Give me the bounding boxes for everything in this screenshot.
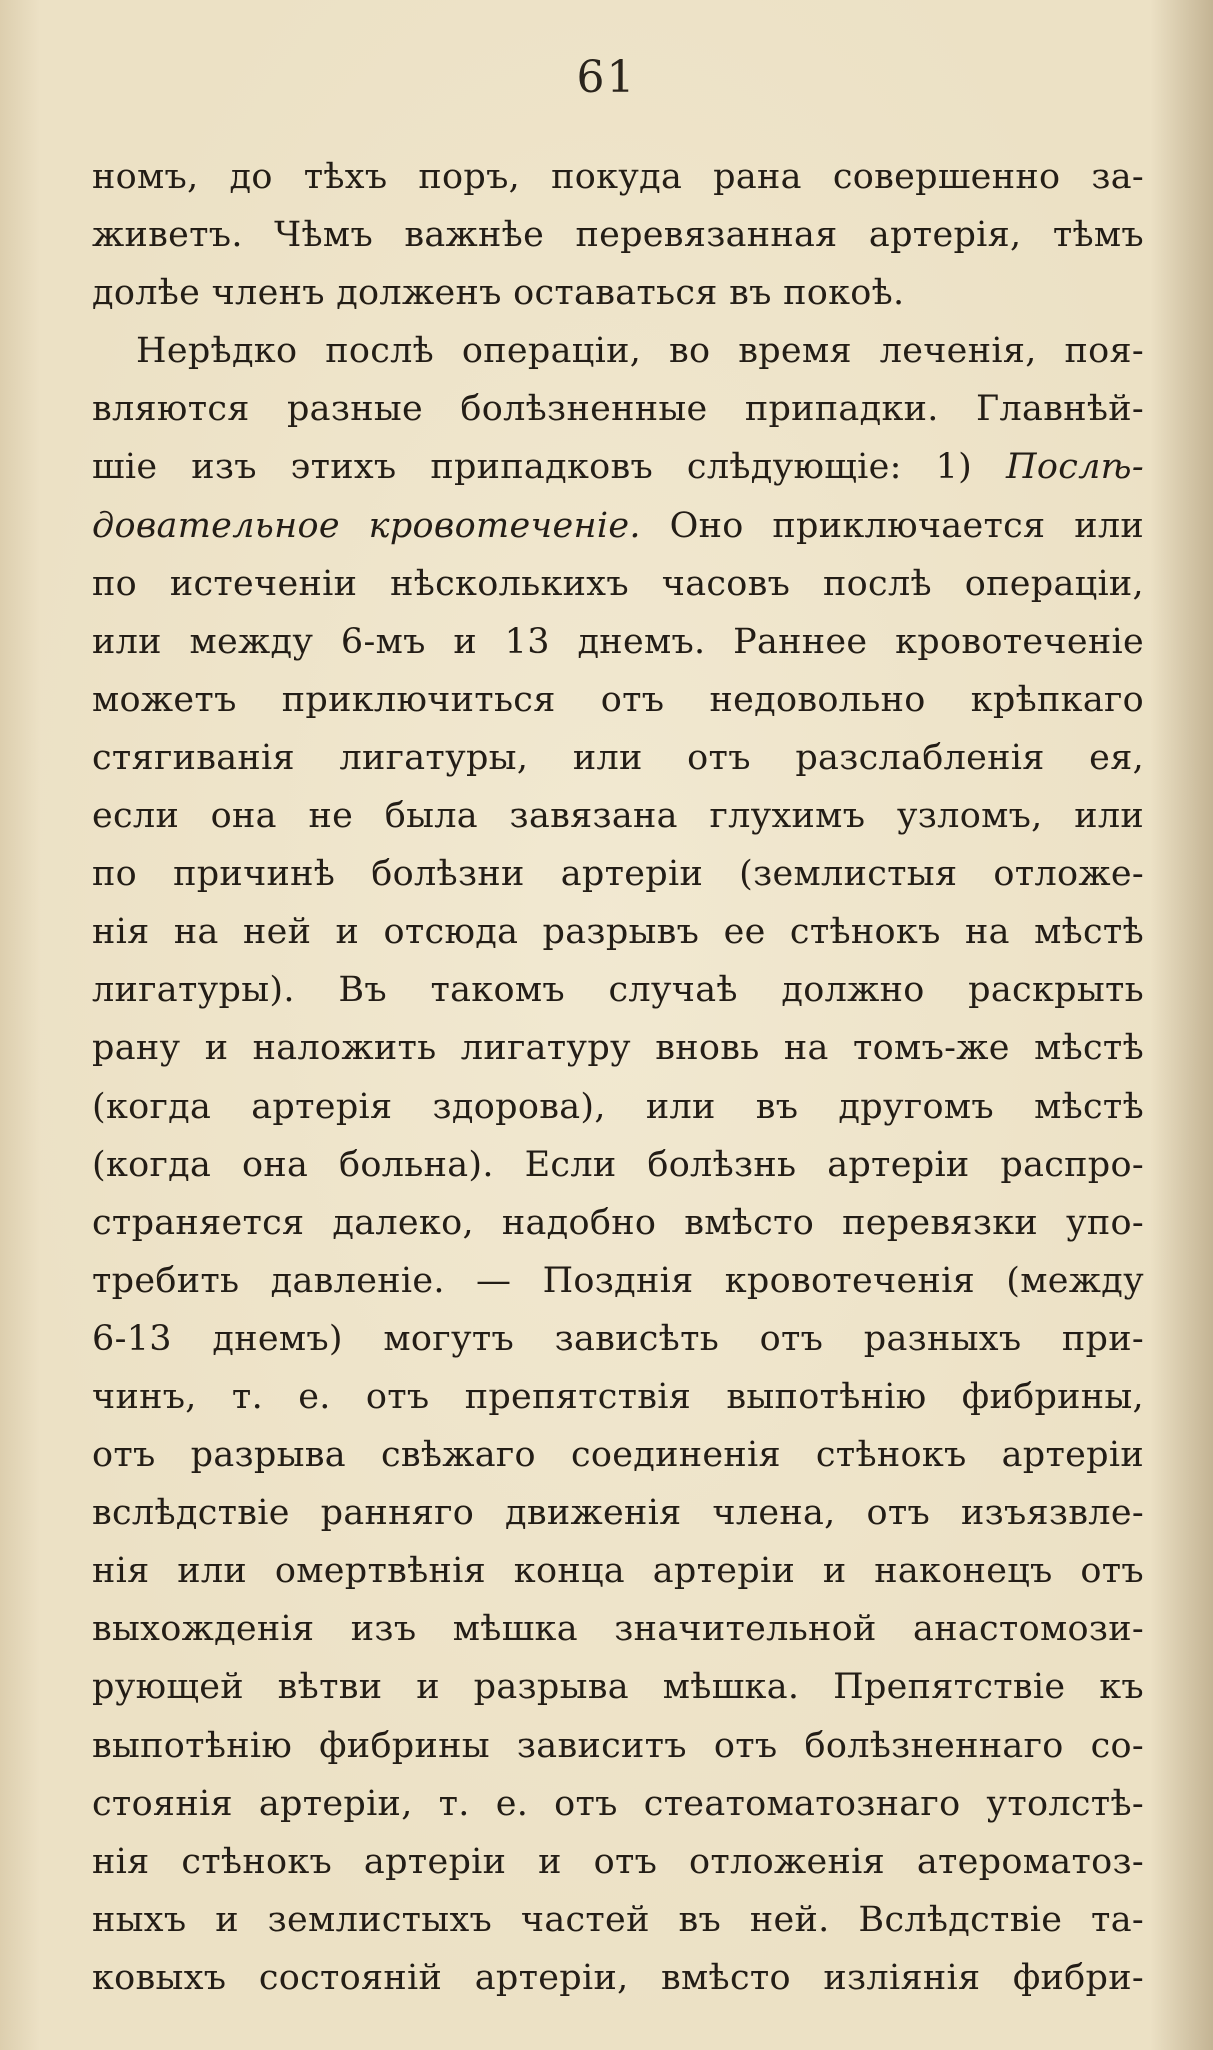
text-line: по причинѣ болѣзни артеріи (землистыя отложе- xyxy=(92,854,1144,895)
text-line: выпотѣнію фибрины зависитъ отъ болѣзненнаго со- xyxy=(92,1725,1144,1766)
text-line: можетъ приключиться отъ недовольно крѣпкаго xyxy=(92,679,1144,720)
text-line: (когда артерія здорова), или въ другомъ мѣстѣ xyxy=(92,1086,1144,1127)
body-text xyxy=(92,148,1144,2007)
text-line: номъ, до тѣхъ поръ, покуда рана совершенно за- xyxy=(92,157,1144,197)
text-line: рану и наложить лигатуру вновь на томъ-же мѣстѣ xyxy=(92,1028,1144,1069)
page-number: 61 xyxy=(576,52,637,103)
text-line: ныхъ и землистыхъ частей въ ней. Вслѣдствіе та- xyxy=(92,1899,1144,1940)
text-line: требить давленіе. — Позднія кровотеченія (между xyxy=(92,1260,1144,1301)
text-line: если она не была завязана глухимъ узломъ, или xyxy=(92,796,1144,837)
text-line: нія или омертвѣнія конца артеріи и наконецъ отъ xyxy=(92,1551,1144,1592)
text-line: Нерѣдко послѣ операціи, во время леченія, поя- xyxy=(136,331,1144,372)
text-line: стягиванія лигатуры, или отъ разслабленія ея, xyxy=(92,737,1144,778)
text-line: или между 6-мъ и 13 днемъ. Раннее кровотеченіе xyxy=(92,621,1144,662)
text-line: отъ разрыва свѣжаго соединенія стѣнокъ артеріи xyxy=(92,1435,1144,1476)
text-line: по истеченіи нѣсколькихъ часовъ послѣ операціи, xyxy=(92,563,1144,604)
text-line: ковыхъ состояній артеріи, вмѣсто изліянія фибри- xyxy=(92,1957,1144,1998)
text-line: лигатуры). Въ такомъ случаѣ должно раскрыть xyxy=(92,970,1144,1011)
text-line: нія на ней и отсюда разрывъ ее стѣнокъ на мѣстѣ xyxy=(92,912,1144,953)
text-line: шіе изъ этихъ припадковъ слѣдующіе: 1) Послѣ- xyxy=(92,447,1144,488)
italic-heading: Послѣ- xyxy=(1006,447,1144,488)
text-line: чинъ, т. е. отъ препятствія выпотѣнію фибрины, xyxy=(92,1376,1144,1417)
text-line: вслѣдствіе ранняго движенія члена, отъ изъязвле- xyxy=(92,1493,1144,1534)
text-line: (когда она больна). Если болѣзнь артеріи распро- xyxy=(92,1144,1144,1185)
text-line: стоянія артеріи, т. е. отъ стеатоматознаго утолстѣ- xyxy=(92,1783,1144,1824)
italic-heading: довательное кровотеченіе. xyxy=(92,505,641,546)
text-line: вляются разные болѣзненные припадки. Главнѣй- xyxy=(92,389,1144,430)
text-line: нія стѣнокъ артеріи и отъ отложенія атероматоз- xyxy=(92,1841,1144,1882)
text-line: 6-13 днемъ) могутъ зависѣть отъ разныхъ при- xyxy=(92,1318,1144,1359)
text-line: довательное кровотеченіе. Оно приключается или xyxy=(92,505,1144,546)
text-line: выхожденія изъ мѣшка значительной анастомози- xyxy=(92,1609,1144,1650)
text-line: страняется далеко, надобно вмѣсто перевязки упо- xyxy=(92,1202,1144,1243)
text-line: рующей вѣтви и разрыва мѣшка. Препятствіе къ xyxy=(92,1667,1144,1708)
text-line: долѣе членъ долженъ оставаться въ покоѣ. xyxy=(92,273,905,314)
text-line: живетъ. Чѣмъ важнѣе перевязанная артерія, тѣмъ xyxy=(92,215,1144,256)
